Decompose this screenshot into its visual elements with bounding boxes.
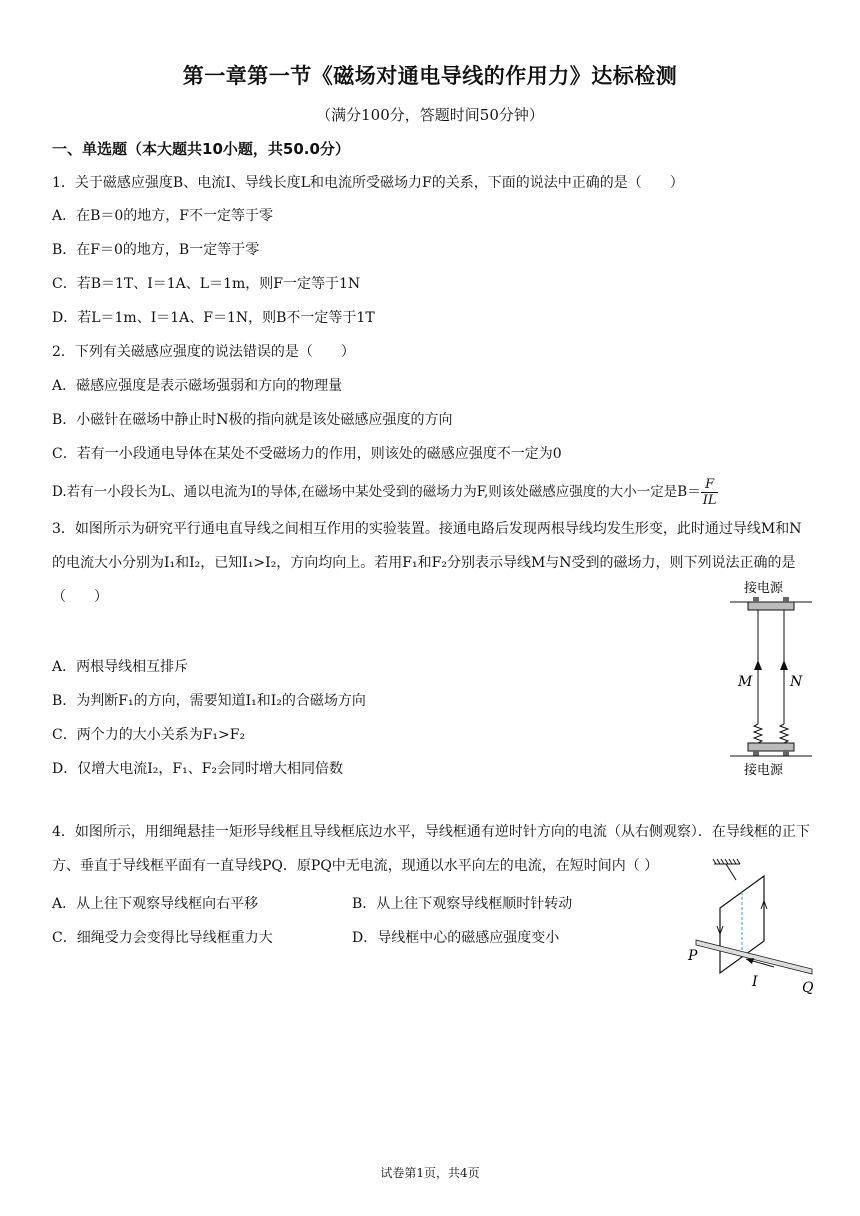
question-2-option-b: B．小磁针在磁场中静止时N极的指向就是该处磁感应强度的方向 xyxy=(52,412,453,428)
question-3-option-c: C．两个力的大小关系为F₁>F₂ xyxy=(52,727,246,743)
question-4-stem: 4．如图所示，用细绳悬挂一矩形导线框且导线框底边水平，导线框通有逆时针方向的电流（从右侧观察）．在导线框的正下方、垂直于导线框平面有一直导线PQ．原PQ中无电流，现通以水平向左的电流，在短时间内（ ） xyxy=(52,824,810,874)
point-p-label: P xyxy=(688,948,698,964)
fraction-denominator: IL xyxy=(702,493,717,508)
question-2-option-a: A．磁感应强度是表示磁场强弱和方向的物理量 xyxy=(52,378,343,394)
parallel-wires-figure xyxy=(720,574,820,780)
question-3-option-b: B．为判断F₁的方向，需要知道I₁和I₂的合磁场方向 xyxy=(52,693,366,709)
page-title: 第一章第一节《磁场对通电导线的作用力》达标检测 xyxy=(182,64,678,88)
question-2-option-d xyxy=(52,475,718,509)
page-footer: 试卷第1页，共4页 xyxy=(380,1166,480,1180)
question-4-option-b: B．从上往下观察导线框顺时针转动 xyxy=(352,896,573,912)
question-2-option-d-text: D.若有一小段长为L、通以电流为I的导体,在磁场中某处受到的磁场力为F,则该处磁感应强度的大小一定是B＝ xyxy=(52,484,701,500)
wire-frame-figure xyxy=(684,856,818,996)
question-2-option-c: C．若有一小段通电导体在某处不受磁场力的作用，则该处的磁感应强度不一定为0 xyxy=(52,446,562,462)
ceiling-hatch xyxy=(713,859,740,864)
top-terminal-knob-right xyxy=(783,597,789,602)
question-3-stem: 3．如图所示为研究平行通电直导线之间相互作用的实验装置。接通电路后发现两根导线均发生形变，此时通过导线M和N的电流大小分别为I₁和I₂，已知I₁>I₂，方向均向上。若用F₁和F₂分别表示导线M与N受到的磁场力，则下列说法正确的是（ ） xyxy=(52,521,802,605)
question-1-option-c: C．若B＝1T、I＝1A、L＝1m，则F一定等于1N xyxy=(52,276,361,292)
bottom-terminal-block xyxy=(748,743,794,751)
bottom-terminal-knob-right xyxy=(783,751,789,756)
question-3-option-d: D．仅增大电流I₂，F₁、F₂会同时增大相同倍数 xyxy=(52,761,344,777)
wire-n-arrow-icon xyxy=(780,660,788,670)
bottom-terminal-knob-left xyxy=(753,751,759,756)
hanging-string xyxy=(726,864,736,880)
wire-m-arrow-icon xyxy=(754,660,762,670)
fraction-numerator: F xyxy=(701,477,719,493)
point-q-label: Q xyxy=(802,980,814,996)
current-label: I xyxy=(752,974,758,990)
current-arrow-icon xyxy=(746,958,754,964)
top-terminal-block xyxy=(748,602,794,610)
figure-top-label: 接电源 xyxy=(744,581,784,596)
question-1-option-a: A．在B＝0的地方，F不一定等于零 xyxy=(52,208,274,224)
fraction-f-over-il xyxy=(701,477,719,508)
spring-m xyxy=(754,724,762,743)
question-1-option-d: D．若L＝1m、I＝1A、F＝1N，则B不一定等于1T xyxy=(52,310,375,326)
figure-bottom-label: 接电源 xyxy=(744,763,784,778)
question-4-option-c: C．细绳受力会变得比导线框重力大 xyxy=(52,930,273,946)
page-subtitle: （满分100分，答题时间50分钟） xyxy=(316,106,544,124)
wire-m-label: M xyxy=(738,674,753,690)
question-1-option-b: B．在F＝0的地方，B一定等于零 xyxy=(52,242,260,258)
question-3-option-a: A．两根导线相互排斥 xyxy=(52,659,189,675)
wire-n-label: N xyxy=(790,674,803,690)
section-heading: 一、单选题（本大题共10小题，共50.0分） xyxy=(52,140,350,158)
spring-n xyxy=(780,724,788,743)
question-4-option-d: D．导线框中心的磁感应强度变小 xyxy=(352,930,560,946)
question-4-option-a: A．从上往下观察导线框向右平移 xyxy=(52,896,259,912)
question-2-stem: 2．下列有关磁感应强度的说法错误的是（ ） xyxy=(52,344,355,360)
question-1-stem: 1．关于磁感应强度B、电流I、导线长度L和电流所受磁场力F的关系，下面的说法中正确的是（ ） xyxy=(52,175,684,191)
top-terminal-knob-left xyxy=(753,597,759,602)
